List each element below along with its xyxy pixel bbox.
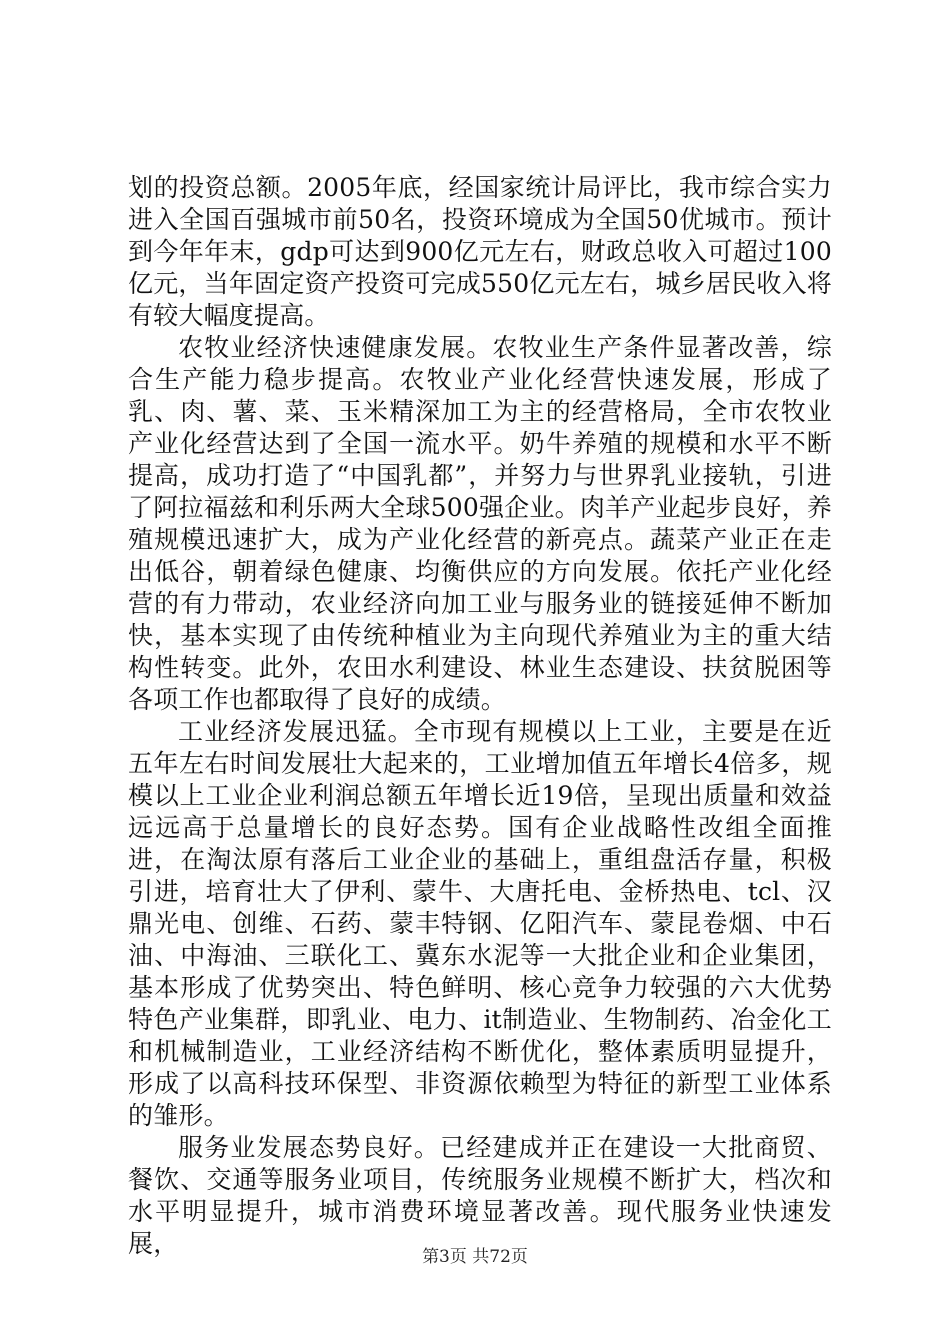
paragraph-services: 服务业发展态势良好。已经建成并正在建设一大批商贸、餐饮、交通等服务业项目，传统服务业规模不断扩大，档次和水平明显提升，城市消费环境显著改善。现代服务业快速发展，: [128, 1133, 832, 1258]
page-number-footer: 第3页 共72页: [422, 1247, 528, 1267]
document-body: [128, 172, 832, 1260]
paragraph-continuation: 划的投资总额。2005年底，经国家统计局评比，我市综合实力进入全国百强城市前50名，投资环境成为全国50优城市。预计到今年年末，gdp可达到900亿元左右，财政总收入可超过100亿元，当年固定资产投资可完成550亿元左右，城乡居民收入将有较大幅度提高。: [128, 173, 832, 330]
paragraph-agriculture: 农牧业经济快速健康发展。农牧业生产条件显著改善，综合生产能力稳步提高。农牧业产业化经营快速发展，形成了乳、肉、薯、菜、玉米精深加工为主的经营格局，全市农牧业产业化经营达到了全国一流水平。奶牛养殖的规模和水平不断提高，成功打造了“中国乳都”，并努力与世界乳业接轨，引进了阿拉福兹和利乐两大全球500强企业。肉羊产业起步良好，养殖规模迅速扩大，成为产业化经营的新亮点。蔬菜产业正在走出低谷，朝着绿色健康、均衡供应的方向发展。依托产业化经营的有力带动，农业经济向加工业与服务业的链接延伸不断加快，基本实现了由传统种植业为主向现代养殖业为主的重大结构性转变。此外，农田水利建设、林业生态建设、扶贫脱困等各项工作也都取得了良好的成绩。: [128, 333, 832, 714]
paragraph-industry: 工业经济发展迅猛。全市现有规模以上工业，主要是在近五年左右时间发展壮大起来的，工业增加值五年增长4倍多，规模以上工业企业利润总额五年增长近19倍，呈现出质量和效益远远高于总量增长的良好态势。国有企业战略性改组全面推进，在淘汰原有落后工业企业的基础上，重组盘活存量，积极引进，培育壮大了伊利、蒙牛、大唐托电、金桥热电、tcl、汉鼎光电、创维、石药、蒙丰特钢、亿阳汽车、蒙昆卷烟、中石油、中海油、三联化工、冀东水泥等一大批企业和企业集团，基本形成了优势突出、特色鲜明、核心竞争力较强的六大优势特色产业集群，即乳业、电力、it制造业、生物制药、冶金化工和机械制造业，工业经济结构不断优化，整体素质明显提升，形成了以高科技环保型、非资源依赖型为特征的新型工业体系的雏形。: [128, 717, 832, 1130]
